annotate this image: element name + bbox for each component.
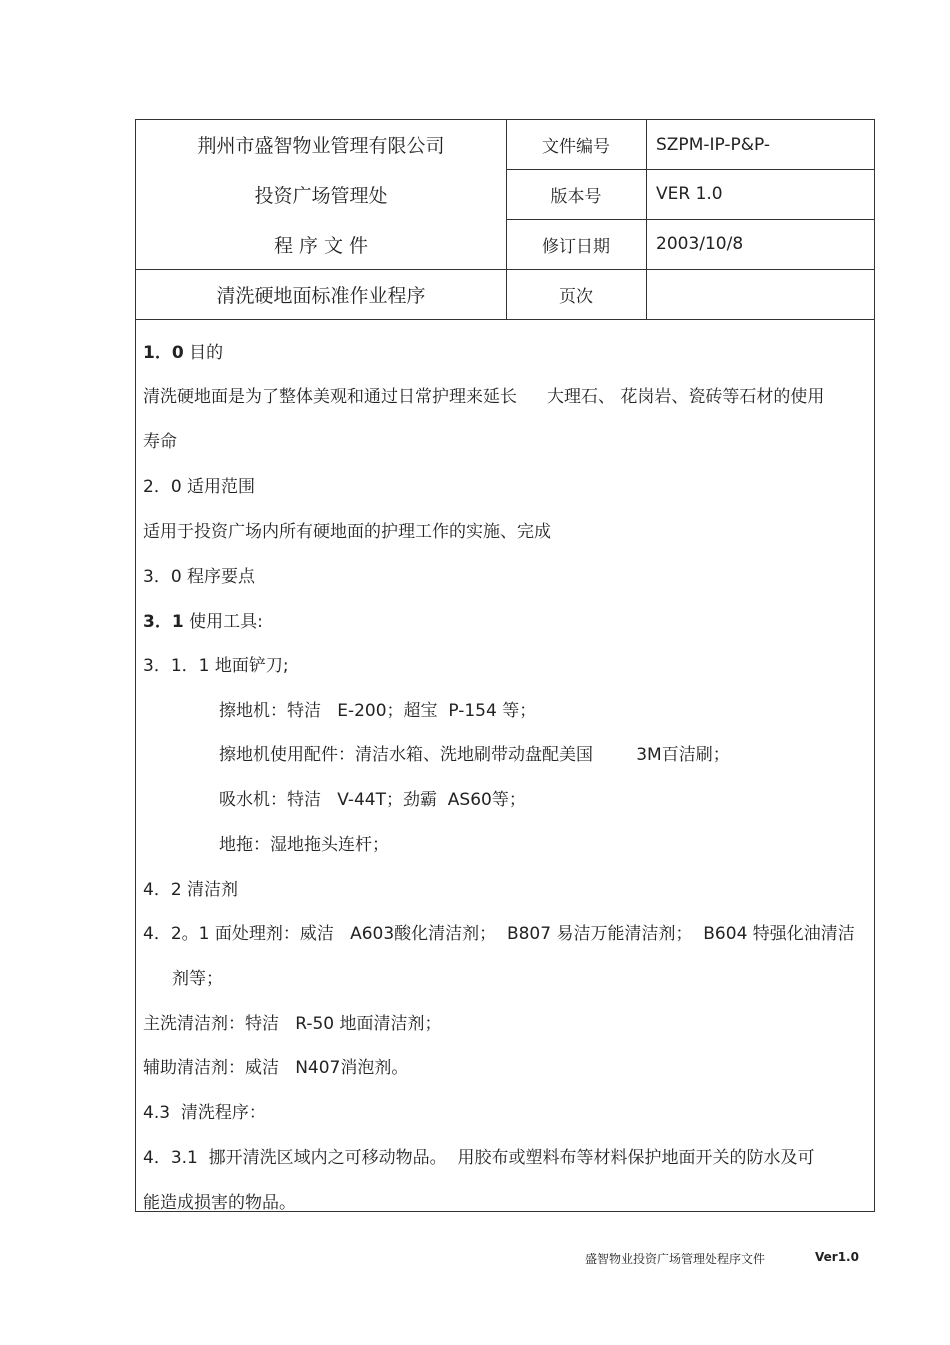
section-4-3-1: 4．3.1 挪开清洗区域内之可移动物品。 用胶布或塑料布等材料保护地面开关的防水及可 bbox=[143, 1148, 815, 1168]
department-name: 投资广场管理处 bbox=[254, 184, 388, 207]
document-frame bbox=[135, 119, 875, 1212]
paragraph: 寿命 bbox=[143, 432, 177, 452]
tool-item: 地拖：湿地拖头连杆； bbox=[219, 835, 389, 855]
section-4-2-1-cont: 剂等； bbox=[172, 969, 223, 989]
section-number: 3．1 bbox=[143, 612, 184, 632]
divider bbox=[136, 319, 874, 320]
section-4-3-heading: 4.3 清洗程序： bbox=[143, 1103, 266, 1123]
revised-date-value: 2003/10/8 bbox=[656, 234, 744, 254]
version-value: VER 1.0 bbox=[656, 184, 723, 204]
section-2-heading: 2．0 适用范围 bbox=[143, 477, 256, 497]
section-4-2-1: 4．2。1 面处理剂：威洁 A603酸化清洁剂； B807 易洁万能清洁剂； B604 特强化油清洁 bbox=[143, 924, 855, 944]
section-4-3-1-cont: 能造成损害的物品。 bbox=[143, 1193, 296, 1213]
section-1-heading bbox=[143, 338, 223, 363]
company-name: 荆州市盛智物业管理有限公司 bbox=[197, 135, 445, 157]
text: 大理石、 花岗岩、瓷砖等石材的使用 bbox=[547, 387, 825, 407]
tool-item: 擦地机使用配件：清洁水箱、洗地刷带动盘配美国 3M百洁刷； bbox=[219, 745, 730, 765]
tool-item: 擦地机：特洁 E-200；超宝 P-154 等； bbox=[219, 701, 537, 721]
procedure-title: 清洗硬地面标准作业程序 bbox=[216, 284, 426, 307]
section-3-1-1: 3．1．1 地面铲刀; bbox=[143, 656, 289, 676]
doc-type: 程 序 文 件 bbox=[273, 234, 369, 257]
paragraph bbox=[143, 382, 824, 407]
section-3-1-heading bbox=[143, 607, 263, 632]
section-4-2-heading: 4．2 清洁剂 bbox=[143, 880, 239, 900]
version-label: 版本号 bbox=[550, 186, 602, 207]
section-title: 使用工具: bbox=[189, 612, 263, 632]
revised-date-label: 修订日期 bbox=[542, 236, 610, 257]
paragraph: 适用于投资广场内所有硬地面的护理工作的实施、完成 bbox=[143, 522, 551, 542]
file-no-value: SZPM-IP-P&P- bbox=[656, 134, 771, 155]
page-label: 页次 bbox=[559, 286, 593, 307]
page-value bbox=[646, 269, 874, 319]
file-no-label: 文件编号 bbox=[542, 137, 610, 157]
header-table bbox=[136, 120, 874, 320]
footer-text: 盛智物业投资广场管理处程序文件 bbox=[585, 1252, 766, 1266]
main-cleaner: 主洗清洁剂：特洁 R-50 地面清洁剂； bbox=[143, 1014, 442, 1034]
footer-version: Ver1.0 bbox=[815, 1250, 859, 1264]
section-number: 1．0 bbox=[143, 343, 184, 363]
section-3-heading: 3．0 程序要点 bbox=[143, 567, 256, 587]
aux-cleaner: 辅助清洁剂：威洁 N407消泡剂。 bbox=[143, 1058, 409, 1078]
tool-item: 吸水机：特洁 V-44T；劲霸 AS60等； bbox=[219, 790, 526, 810]
section-title: 目的 bbox=[189, 343, 224, 363]
text: 清洗硬地面是为了整体美观和通过日常护理来延长 bbox=[143, 387, 517, 407]
